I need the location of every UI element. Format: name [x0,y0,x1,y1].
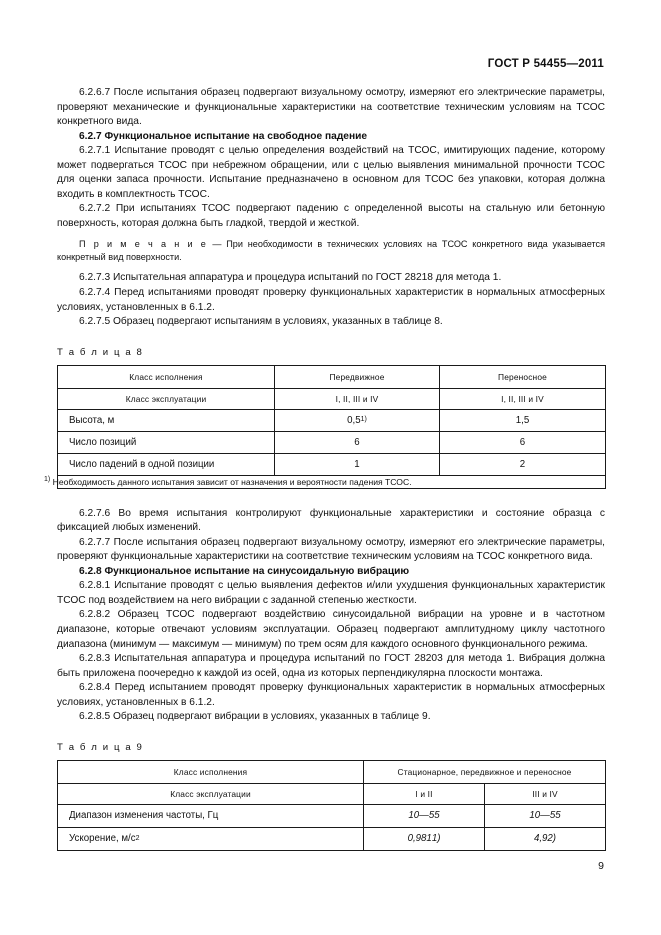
spacer [57,330,605,347]
table-9-header-row1-value: Стационарное, передвижное и переносное [397,766,572,777]
document-body [44,86,606,851]
table-8-footnote-marker: 1) [44,475,51,483]
table-9-header-row2-value-1: III и IV [532,788,558,799]
table-8-footnote [44,475,606,488]
note-label: П р и м е ч а н и е [79,239,208,250]
cell-value: 4,9 2) [485,827,606,850]
cell-header-label-execution-class [58,760,364,783]
cell-value: 0,981 1) [364,827,485,850]
table-8-row-2-value-1: 2 [519,458,526,470]
table-row [58,409,606,431]
paragraph-6-2-8-2: 6.2.8.2 Образец ТСОС подвергают воздействию синусоидальной вибрации на уровне и в частотном диапазоне, которые отвечают условиям эксплуатации. Образец подвергают амплитудному циклу частотного диапазона (минимум — максимум — минимум) по трем осям для каждого основного функционального режима. [57,609,605,650]
note-body: — При необходимости в технических условиях на ТСОС конкретного вида указывается конкретный вид поверхности. [57,239,606,263]
table-9 [57,760,606,851]
table-8-footnote-text: Необходимость данного испытания зависит от назначения и вероятности падения ТСОС. [52,476,412,487]
table-8-header-row1-value-0: Передвижное [329,371,385,382]
paragraph-6-2-8-4: 6.2.8.4 Перед испытанием проводят проверку функциональных характеристик в нормальных атмосферных условиях, установленных в 6.1.2. [57,682,605,708]
paragraph-6-2-8-1: 6.2.8.1 Испытание проводят с целью выявления дефектов и/или ухудшения функциональных характеристик ТСОС под воздействием на него вибрации с заданной степенью жесткости. [57,580,605,606]
spacer [57,358,605,365]
note-free-fall-surface [57,238,605,264]
table-8-header-row2-value-0: I, II, III и IV [335,393,379,404]
cell-value: 0,5 1) [275,409,440,431]
cell-row-label [58,431,275,453]
table-row-header-execution-class [58,760,606,783]
cell-header-label-operation-class [58,783,364,804]
cell-row-label: Ускорение, м/с 2 [58,827,364,850]
table-8-header-row1-value-1: Переносное [498,371,547,382]
table-9-row-1-label: Ускорение, м/с [69,833,136,845]
spacer [57,264,605,271]
spacer [57,489,605,507]
table-row [58,827,606,850]
table-row-footnote [58,475,606,488]
spacer [57,753,605,760]
table-9-wrapper [57,760,605,851]
cell-value [364,804,485,827]
cell-value [485,804,606,827]
cell-header-mobile [275,365,440,388]
page-number: 9 [598,860,604,872]
table-9-header-row2-value-0: I и II [415,788,433,799]
cell-header-class-i-ii [364,783,485,804]
spacer [57,725,605,742]
table-8-caption: Т а б л и ц а 8 [57,346,144,358]
heading-6-2-8: 6.2.8 Функциональное испытание на синусоидальную вибрацию [79,565,410,577]
paragraph-6-2-7-7: 6.2.7.7 После испытания образец подвергают визуальному осмотру, измеряют его электрические параметры, проверяют функциональные характеристики на соответствие техническим условиям на ТСОС конкретного вида. [57,536,605,563]
paragraph-6-2-7-3: 6.2.7.3 Испытательная аппаратура и процедура испытаний по ГОСТ 28218 для метода 1. [79,272,502,284]
paragraph-6-2-8-3: 6.2.8.3 Испытательная аппаратура и процедура испытаний по ГОСТ 28203 для метода 1. Вибрация должна быть приложена поочередно к каждой из осей, одна из которых перпендикулярна плоскости монтажа. [57,653,605,679]
table-9-header-row1-label: Класс исполнения [173,766,248,777]
table-row [58,431,606,453]
paragraph-6-2-7-4: 6.2.7.4 Перед испытаниями проводят проверку функциональных характеристик в нормальных атмосферных условиях, установленных в 6.1.2. [57,287,605,313]
paragraph-6-2-7-5: 6.2.7.5 Образец подвергают испытаниям в условиях, указанных в таблице 8. [79,316,443,328]
table-8-header-row1-label: Класс исполнения [129,371,203,382]
cell-row-label [58,453,275,475]
table-9-row-0-value-1: 10—55 [529,810,561,822]
cell-value [440,431,606,453]
table-8-row-2-label: Число падений в одной позиции [69,458,215,470]
cell-value [440,409,606,431]
spacer [57,231,605,238]
table-8-row-1-label: Число позиций [69,436,137,448]
cell-header-class-iii-iv [485,783,606,804]
table-row [58,453,606,475]
table-9-header-row2-label: Класс эксплуатации [170,788,251,799]
heading-6-2-7: 6.2.7 Функциональное испытание на свободное падение [79,130,368,142]
cell-header-all-types [364,760,606,783]
cell-header-operation-class-mobile [275,388,440,409]
table-9-row-0-value-0: 10—55 [408,810,440,822]
table-8-header-row2-label: Класс эксплуатации [125,393,207,404]
cell-value [275,431,440,453]
cell-header-operation-class-portable [440,388,606,409]
table-8-row-0-value-0: 0,5 [347,414,361,426]
paragraph-6-2-7-2: 6.2.7.2 При испытаниях ТСОС подвергают падению с определенной высоты на стальную или бетонную поверхность, которая должна быть гладкой, твердой и жесткой. [57,203,605,229]
table-8-row-1-value-1: 6 [519,436,526,448]
table-row-header-operation-class [58,388,606,409]
table-9-row-1-value-1: 4,9 [533,833,548,845]
table-row-header-execution-class [58,365,606,388]
table-9-caption: Т а б л и ц а 9 [57,741,144,753]
cell-header-portable [440,365,606,388]
table-9-row-1-value-0: 0,981 [407,833,432,845]
running-header-standard-id: ГОСТ Р 54455—2011 [487,58,604,70]
cell-row-label [58,409,275,431]
cell-row-label [58,804,364,827]
cell-header-label-execution-class [58,365,275,388]
cell-value [275,453,440,475]
table-8-header-row2-value-1: I, II, III и IV [501,393,544,404]
table-8-row-1-value-0: 6 [354,436,360,448]
table-row-header-operation-class [58,783,606,804]
table-8-row-0-value-1: 1,5 [515,414,530,426]
table-8-row-2-value-0: 1 [354,458,360,470]
cell-header-label-operation-class [58,388,275,409]
table-8-row-0-label: Высота, м [69,414,115,426]
paragraph-6-2-7-1: 6.2.7.1 Испытание проводят с целью определения воздействий на ТСОС, имитирующих падение, которому может подвергаться ТСОС при небрежном обращении, или с целью выявления минимальной прочности ТСОС для оценки запаса прочности. Испытание предназначено в основном для ТСОС без упаковки, которая должна входить в комплектность ТСОС. [57,145,605,200]
paragraph-6-2-6-7: 6.2.6.7 После испытания образец подвергают визуальному осмотру, измеряют его электрические параметры, проверяют механические и функциональные характеристики на соответствие техническим условиям на ТСОС конкретного вида. [57,87,605,128]
cell-value [440,453,606,475]
table-row [58,804,606,827]
table-8-wrapper [44,365,605,489]
table-9-row-0-label: Диапазон изменения частоты, Гц [69,810,219,822]
paragraph-6-2-7-6: 6.2.7.6 Во время испытания контролируют функциональные характеристики и состояние образца с фиксацией любых изменений. [57,507,605,534]
table-8 [44,365,606,489]
paragraph-6-2-8-5: 6.2.8.5 Образец подвергают вибрации в условиях, указанных в таблице 9. [79,711,431,723]
